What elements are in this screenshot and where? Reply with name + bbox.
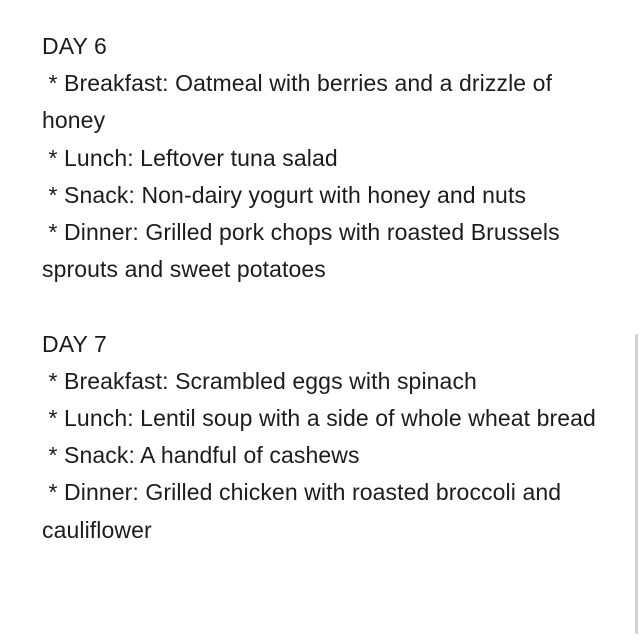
day-7-breakfast: * Breakfast: Scrambled eggs with spinach <box>42 367 477 394</box>
day-7-snack: * Snack: A handful of cashews <box>42 442 360 469</box>
day-6-snack: * Snack: Non-dairy yogurt with honey and nuts <box>42 181 527 208</box>
day-6-dinner: * Dinner: Grilled pork chops with roasted Brussels sprouts and sweet potatoes <box>42 219 567 283</box>
day-7-dinner: * Dinner: Grilled chicken with roasted broccoli and cauliflower <box>42 479 568 543</box>
day-6-breakfast: * Breakfast: Oatmeal with berries and a drizzle of honey <box>42 70 559 134</box>
day-7-section <box>42 326 602 549</box>
day-6-title: DAY 6 <box>42 33 107 59</box>
day-7-lunch: * Lunch: Lentil soup with a side of whole wheat bread <box>42 405 596 432</box>
vertical-scrollbar[interactable] <box>635 334 638 634</box>
day-6-section <box>42 28 602 288</box>
section-gap <box>42 288 602 325</box>
note-body[interactable] <box>42 28 602 549</box>
day-6-lunch: * Lunch: Leftover tuna salad <box>42 144 338 171</box>
day-7-title: DAY 7 <box>42 330 107 357</box>
